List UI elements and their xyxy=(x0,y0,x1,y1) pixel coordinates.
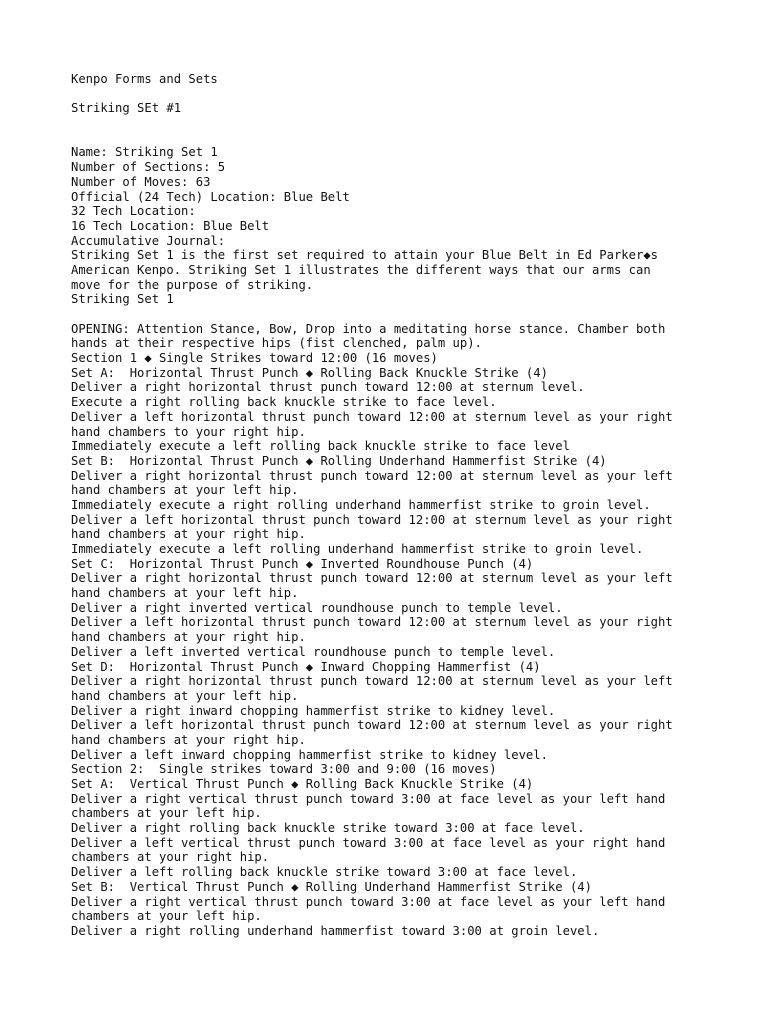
body-line: Deliver a right horizontal thrust punch toward 12:00 at sternum level as your left xyxy=(71,674,673,689)
intro-line: American Kenpo. Striking Set 1 illustrates the different ways that our arms can xyxy=(71,262,651,277)
body-line: hand chambers at your left hip. xyxy=(71,586,299,601)
body-line: Deliver a right horizontal thrust punch toward 12:00 at sternum level. xyxy=(71,380,585,395)
document-subtitle: Striking SEt #1 xyxy=(71,101,182,116)
body-line: hands at their respective hips (fist clenched, palm up). xyxy=(71,336,482,351)
intro-block xyxy=(71,248,721,307)
body-line: Deliver a right vertical thrust punch toward 3:00 at face level as your left hand xyxy=(71,791,666,806)
info-sections: Number of Sections: 5 xyxy=(71,160,226,175)
info-16-tech-location: 16 Tech Location: Blue Belt xyxy=(71,218,270,233)
document-title: Kenpo Forms and Sets xyxy=(71,72,218,86)
body-line: chambers at your right hip. xyxy=(71,850,270,865)
body-line: Immediately execute a left rolling back knuckle strike to face level xyxy=(71,439,570,454)
body-line: Deliver a left vertical thrust punch toward 3:00 at face level as your right hand xyxy=(71,835,666,850)
info-journal: Accumulative Journal: xyxy=(71,233,226,248)
info-official-location: Official (24 Tech) Location: Blue Belt xyxy=(71,189,350,204)
info-32-tech-location: 32 Tech Location: xyxy=(71,204,196,219)
document-page xyxy=(71,72,721,939)
body-line: Deliver a left horizontal thrust punch toward 12:00 at sternum level as your right xyxy=(71,615,673,630)
set-heading: Set A: Vertical Thrust Punch ◆ Rolling Back Knuckle Strike (4) xyxy=(71,777,534,792)
body-line: Deliver a right vertical thrust punch toward 3:00 at face level as your left hand xyxy=(71,894,666,909)
set-heading: Set C: Horizontal Thrust Punch ◆ Inverted Roundhouse Punch (4) xyxy=(71,556,534,571)
body-line: Deliver a right inward chopping hammerfist strike to kidney level. xyxy=(71,703,556,718)
info-block xyxy=(71,145,721,248)
body-line: hand chambers to your right hip. xyxy=(71,424,306,439)
section-heading: Section 2: Single strikes toward 3:00 and 9:00 (16 moves) xyxy=(71,762,497,777)
body-line: chambers at your left hip. xyxy=(71,806,262,821)
set-heading: Set A: Horizontal Thrust Punch ◆ Rolling Back Knuckle Strike (4) xyxy=(71,365,548,380)
body-line: OPENING: Attention Stance, Bow, Drop into a meditating horse stance. Chamber both xyxy=(71,321,666,336)
intro-line: Striking Set 1 xyxy=(71,292,174,307)
body-line: Deliver a right rolling back knuckle strike toward 3:00 at face level. xyxy=(71,821,585,836)
body-line: Deliver a right horizontal thrust punch toward 12:00 at sternum level as your left xyxy=(71,468,673,483)
body-line: Deliver a right horizontal thrust punch toward 12:00 at sternum level as your left xyxy=(71,571,673,586)
body-line: Deliver a right inverted vertical roundhouse punch to temple level. xyxy=(71,600,563,615)
body-line: hand chambers at your left hip. xyxy=(71,688,299,703)
body-line: Deliver a left rolling back knuckle strike toward 3:00 at face level. xyxy=(71,865,578,880)
body-line: Deliver a left horizontal thrust punch toward 12:00 at sternum level as your right xyxy=(71,718,673,733)
body-block xyxy=(71,322,721,939)
set-heading: Set B: Vertical Thrust Punch ◆ Rolling Underhand Hammerfist Strike (4) xyxy=(71,879,592,894)
body-line: Deliver a left inward chopping hammerfist strike to kidney level. xyxy=(71,747,548,762)
intro-line: move for the purpose of striking. xyxy=(71,277,314,292)
info-name: Name: Striking Set 1 xyxy=(71,145,218,160)
set-heading: Set B: Horizontal Thrust Punch ◆ Rolling Underhand Hammerfist Strike (4) xyxy=(71,453,607,468)
body-line: Immediately execute a left rolling underhand hammerfist strike to groin level. xyxy=(71,542,644,557)
body-line: hand chambers at your right hip. xyxy=(71,630,306,645)
body-line: Deliver a left horizontal thrust punch toward 12:00 at sternum level as your right xyxy=(71,409,673,424)
body-line: Execute a right rolling back knuckle strike to face level. xyxy=(71,395,497,410)
info-moves: Number of Moves: 63 xyxy=(71,174,211,189)
section-heading: Section 1 ◆ Single Strikes toward 12:00 (16 moves) xyxy=(71,351,438,366)
body-line: Deliver a left inverted vertical roundhouse punch to temple level. xyxy=(71,644,556,659)
body-line: chambers at your left hip. xyxy=(71,909,262,924)
body-line: Deliver a right rolling underhand hammerfist toward 3:00 at groin level. xyxy=(71,923,600,938)
body-line: hand chambers at your right hip. xyxy=(71,527,306,542)
body-line: hand chambers at your left hip. xyxy=(71,483,299,498)
body-line: hand chambers at your right hip. xyxy=(71,732,306,747)
body-line: Deliver a left horizontal thrust punch toward 12:00 at sternum level as your right xyxy=(71,512,673,527)
intro-line: Striking Set 1 is the first set required to attain your Blue Belt in Ed Parker◆s xyxy=(71,248,658,263)
set-heading: Set D: Horizontal Thrust Punch ◆ Inward Chopping Hammerfist (4) xyxy=(71,659,541,674)
body-line: Immediately execute a right rolling underhand hammerfist strike to groin level. xyxy=(71,497,651,512)
